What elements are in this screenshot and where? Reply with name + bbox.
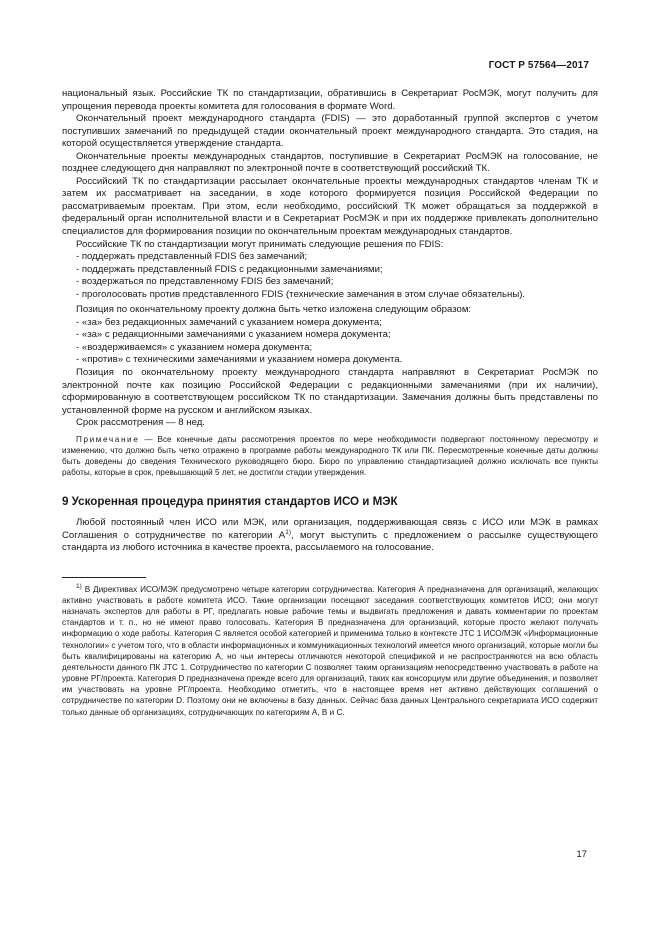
list-item: - воздержаться по представленному FDIS без замечаний; xyxy=(76,276,334,288)
footnote-marker: 1) xyxy=(76,582,82,590)
section-heading: 9 Ускоренная процедура принятия стандартов ИСО и МЭК xyxy=(62,495,398,509)
list-item: - проголосовать против представленного FDIS (технические замечания в этом случае обязательны). xyxy=(76,288,526,300)
footnote xyxy=(62,584,598,718)
list-item: - поддержать представленный FDIS без замечаний; xyxy=(76,251,308,263)
paragraph-position-submission: Позиция по окончательному проекту международного стандарта направляют в Секретариат РосМЭК по электронной почте как позицию Российской Федерации с редакционными замечаниями (при их наличии), сформированную в соответствующем российском ТК по стандартизации. Замечания должны быть представлены по установленной форме на русском и английском языках. xyxy=(62,367,598,416)
list-item: - «за» без редакционных замечаний с указанием номера документа; xyxy=(76,316,382,328)
position-list xyxy=(62,317,598,367)
paragraph-decisions-intro: Российские ТК по стандартизации могут принимать следующие решения по FDIS: xyxy=(76,238,444,250)
list-item: - поддержать представленный FDIS с редакционными замечаниями; xyxy=(76,263,383,275)
note-text: — Все конечные даты рассмотрения проектов по мере необходимости подвергают постоянному пересмотру и изменению, что должно быть четко отражено в программе работы международного ТК или ПК. Пересмотренные конечные даты должны быть доведены до сведения Технического руководящего бюро. Бюро по управлению стандартизацией должно исключать все пункты работы, которые в срок, превышающий 5 лет, не достигли стадии утверждения. xyxy=(62,434,598,478)
footnote-separator xyxy=(62,577,146,578)
paragraph-review-period: Срок рассмотрения — 8 нед. xyxy=(76,417,205,429)
paragraph-continuation: национальный язык. Российские ТК по стандартизации, обратившись в Секретариат РосМЭК, могут получить для упрощения перевода проекты комитета для голосования в формате Word. xyxy=(62,88,598,112)
section9-text-before: Любой постоянный член ИСО или МЭК, или организация, поддерживающая связь с ИСО или МЭК в рамках Соглашения о сотрудничестве по категории А xyxy=(62,517,598,541)
paragraph-tk-distribution: Российский ТК по стандартизации рассылает окончательные проекты международных стандартов членам ТК и затем их рассматривает на заседании, в ходе которого формируется позиция Российской Федерации по рассматриваемым проектам. При этом, если необходимо, российский ТК может обращаться за поддержкой в федеральный орган исполнительной власти и в Секретариат РосМЭК и при их поддержке привлекать дополнительно специалистов для формирования позиции по окончательным проектам международных стандартов. xyxy=(62,175,598,238)
paragraph-fdis-definition: Окончательный проект международного стандарта (FDIS) — это доработанный группой экспертов с учетом поступивших замечаний по предыдущей стадии окончательный проект международного стандарта. Это стадия, на которой осуществляется утверждение стандарта. xyxy=(62,113,598,150)
page-number: 17 xyxy=(576,849,587,860)
paragraph-fdis-receipt: Окончательные проекты международных стандартов, поступившие в Секретариат РосМЭК на голосование, не позднее следующего дня направляют по электронной почте в соответствующий российский ТК. xyxy=(62,150,598,175)
footnote-text: В Директивах ИСО/МЭК предусмотрено четыре категории сотрудничества. Категория А предназначена для организаций, желающих активно участвовать в работе комитета ИСО. Такие организации посещают заседания соответствующих комитетов ИСО; они могут назначать экспертов для работы в РГ, предлагать новые рабочие темы и выдвигать предложения и давать комментарии по проектам стандартов и т. п., но не имеют право голосовать. Категория В предназначена для организаций, которые просто желают получать информацию о ходе работы. Категория С является особой категорией и применима только в контексте JTC 1 ИСО/МЭК «Информационные технологии» с учетом того, что в области информационных и коммуникационных технологий имеется много организаций, которые могли бы быть квалифицированы на категорию А, но чьи интересы отличаются некоторой спецификой и не распространяются на всю область деятельности данного ПК JTC 1. Сотрудничество по категории С позволяет таким организациям непосредственно участвовать в работе на уровне РГ/проекта. Категория D предназначена прежде всего для организаций, таких как консорциум или другие объединения, и позволяет им участвовать на уровне РГ/проекта. Необходимо отметить, что в настоящее время нет активно действующих соглашений о сотрудничестве по категории D. Поэтому они не включены в базу данных. Сейчас база данных Центрального секретариата ИСО содержит только данные об организациях, сотрудничающих по категориям А, В и С. xyxy=(62,584,598,717)
paragraph-position-intro: Позиция по окончательному проекту должна быть четко изложена следующим образом: xyxy=(76,304,472,316)
footnote-reference[interactable]: 1) xyxy=(285,528,291,536)
list-item: - «воздерживаемся» с указанием номера документа; xyxy=(76,341,313,353)
section9-text-after: , могут выступить с предложением о рассылке существующего стандарта из любого источника в качестве проекта, рассылаемого на голосование. xyxy=(62,529,598,554)
note-block xyxy=(62,434,598,478)
list-item: - «против» с техническими замечаниями и указанием номера документа. xyxy=(76,354,403,366)
document-standard-id: ГОСТ Р 57564—2017 xyxy=(488,60,589,71)
decisions-list xyxy=(62,251,598,301)
note-label: Примечание xyxy=(76,434,140,444)
page-body xyxy=(62,88,598,718)
paragraph-section9 xyxy=(62,517,598,555)
list-item: - «за» с редакционными замечаниями с указанием номера документа; xyxy=(76,329,391,341)
